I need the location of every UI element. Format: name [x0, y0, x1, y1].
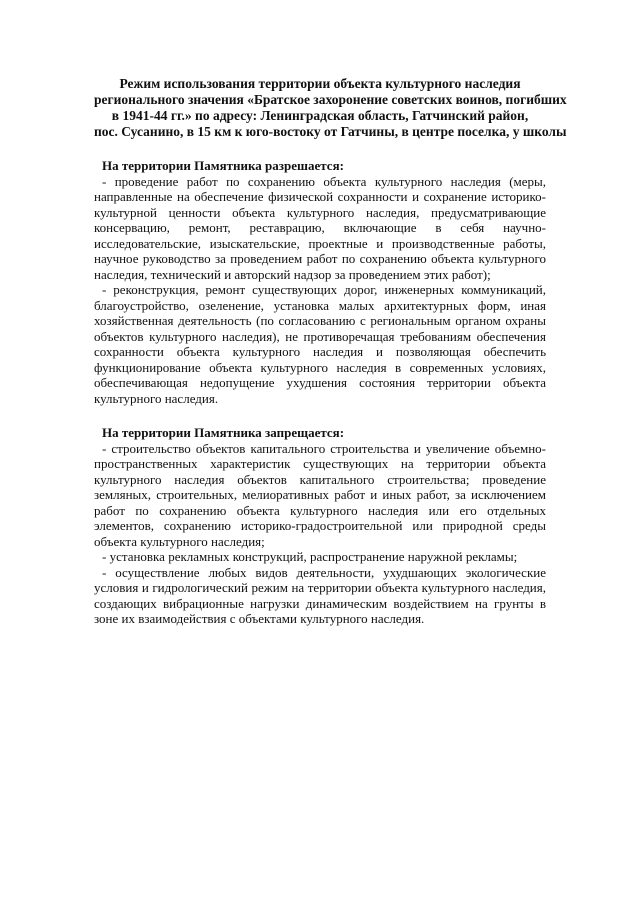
title-line: в 1941-44 гг.» по адресу: Ленинградская область, Гатчинский район, — [111, 108, 529, 123]
allowed-heading: На территории Памятника разрешается: — [102, 158, 344, 173]
title-line: Режим использования территории объекта культурного наследия — [119, 76, 521, 91]
forbidden-item: - установка рекламных конструкций, распространение наружной рекламы; — [102, 549, 518, 564]
allowed-item: - реконструкция, ремонт существующих дорог, инженерных коммуникаций, благоустройство, озеленение, установка малых архитектурных форм, иная хозяйственная деятельность (по согласованию с региональным органом охраны объектов культурного наследия), не противоречащая требованиям обеспечения сохранности объекта культурного наследия и позволяющая обеспечить функционирование объекта культурного наследия в современных условиях, обеспечивающая недопущение ухудшения состояния территории объекта культурного наследия. — [94, 282, 546, 406]
title-line: пос. Сусанино, в 15 км к юго-востоку от Гатчины, в центре поселка, у школы — [94, 124, 567, 139]
forbidden-section — [94, 425, 546, 627]
forbidden-item: - строительство объектов капитального строительства и увеличение объемно-пространственных характеристик существующих на территории объекта культурного наследия объектов капитального строительства; проведение земляных, строительных, мелиоративных работ и иных работ, за исключением работ по сохранению объекта культурного наследия или его отдельных элементов, сохранению историко-градостроительной или природной среды объекта культурного наследия; — [94, 440, 546, 549]
allowed-item: - проведение работ по сохранению объекта культурного наследия (меры, направленные на обеспечение физической сохранности и сохранение историко-культурной ценности объекта культурного наследия, предусматривающие консервацию, ремонт, реставрацию, включающие в себя научно-исследовательские, изыскательские, проектные и производственные работы, научное руководство за проведением работ по сохранению объекта культурного наследия, технический и авторский надзор за проведением этих работ); — [94, 173, 546, 282]
document-body — [94, 76, 567, 627]
title-line: регионального значения «Братское захоронение советских воинов, погибших — [94, 92, 567, 107]
forbidden-item: - осуществление любых видов деятельности, ухудшающих экологические условия и гидрологический режим на территории объекта культурного наследия, создающих вибрационные нагрузки динамическим воздействием на грунты в зоне их взаимодействия с объектами культурного наследия. — [94, 564, 546, 626]
forbidden-heading: На территории Памятника запрещается: — [102, 425, 345, 440]
document-title — [94, 76, 567, 140]
allowed-section — [94, 158, 546, 406]
